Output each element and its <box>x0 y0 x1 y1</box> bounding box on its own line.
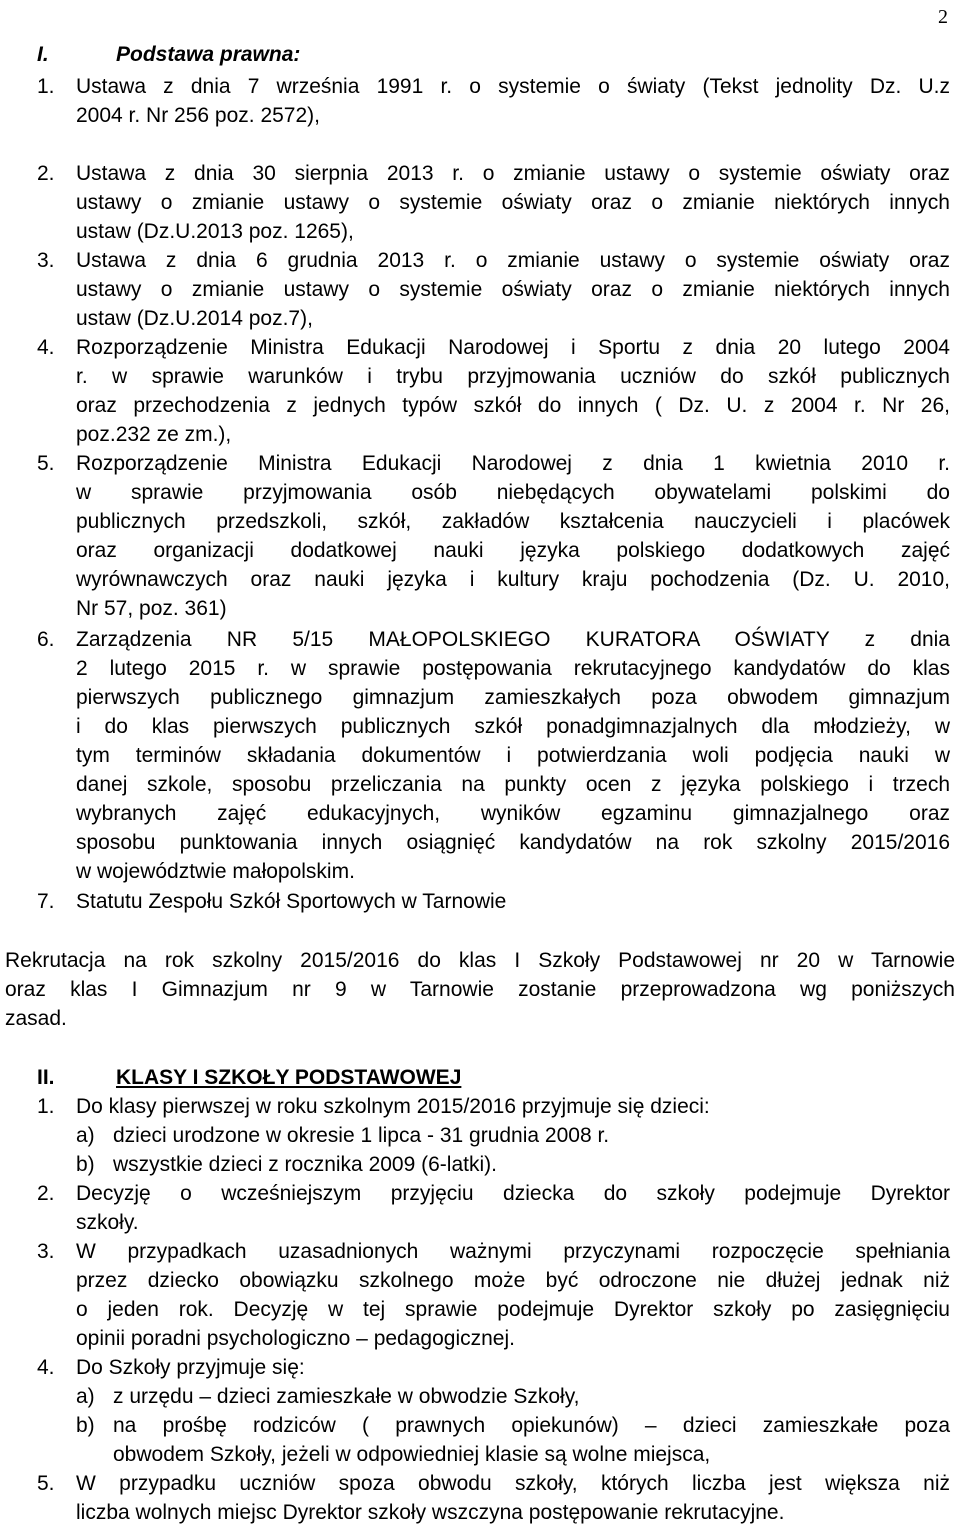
s1-item-line: wybranych zajęć edukacyjnych, wyników egzaminu gimnazjalnego oraz <box>76 802 950 825</box>
s2-sub-line: wszystkie dzieci z rocznika 2009 (6-latki). <box>113 1153 497 1176</box>
s1-item-number: 7. <box>37 890 55 913</box>
s1-item-line: 2 lutego 2015 r. w sprawie postępowania rekrutacyjnego kandydatów do klas <box>76 657 950 680</box>
s1-item-line: Ustawa z dnia 30 sierpnia 2013 r. o zmianie ustawy o systemie oświaty oraz <box>76 162 950 185</box>
s1-item-line: Statutu Zespołu Szkół Sportowych w Tarnowie <box>76 890 507 913</box>
s2-sub-line: z urzędu – dzieci zamieszkałe w obwodzie Szkoły, <box>113 1385 580 1408</box>
s1-item-number: 3. <box>37 249 55 272</box>
s1-item-number: 6. <box>37 628 55 651</box>
intro-line: oraz klas I Gimnazjum nr 9 w Tarnowie zostanie przeprowadzona wg poniższych <box>5 978 955 1001</box>
s2-item-line: szkoły. <box>76 1211 139 1234</box>
s1-item-line: Ustawa z dnia 7 września 1991 r. o systemie o światy (Tekst jednolity Dz. U.z <box>76 75 950 98</box>
s1-item-line: w województwie małopolskim. <box>76 860 355 883</box>
s1-item-line: ustaw (Dz.U.2014 poz.7), <box>76 307 313 330</box>
s1-item-line: sposobu punktowania innych osiągnięć kandydatów na rok szkolny 2015/2016 <box>76 831 950 854</box>
s1-item-line: tym terminów składania dokumentów i potwierdzania woli podjęcia nauki w <box>76 744 950 767</box>
section-2-title: KLASY I SZKOŁY PODSTAWOWEJ <box>116 1066 462 1089</box>
s1-item-line: wyrównawczych oraz nauki języka i kultury kraju pochodzenia (Dz. U. 2010, <box>76 568 950 591</box>
s1-item-line: publicznych przedszkoli, szkół, zakładów kształcenia nauczycieli i placówek <box>76 510 950 533</box>
s2-item-number: 4. <box>37 1356 55 1379</box>
section-1-number: I. <box>37 43 49 66</box>
s2-sub-line: obwodem Szkoły, jeżeli w odpowiedniej klasie są wolne miejsca, <box>113 1443 711 1466</box>
s1-item-number: 4. <box>37 336 55 359</box>
s1-item-line: pierwszych publicznego gimnazjum zamieszkałych poza obwodem gimnazjum <box>76 686 950 709</box>
s2-item-line: liczba wolnych miejsc Dyrektor szkoły wszczyna postępowanie rekrutacyjne. <box>76 1501 785 1524</box>
s1-item-line: 2004 r. Nr 256 poz. 2572), <box>76 104 320 127</box>
intro-line: zasad. <box>5 1007 67 1030</box>
s1-item-line: danej szkole, sposobu przeliczania na punkty ocen z języka polskiego i trzech <box>76 773 950 796</box>
s2-item-line: W przypadku uczniów spoza obwodu szkoły, których liczba jest większa niż <box>76 1472 950 1495</box>
page-number: 2 <box>938 6 948 28</box>
s1-item-line: Ustawa z dnia 6 grudnia 2013 r. o zmianie ustawy o systemie oświaty oraz <box>76 249 950 272</box>
s1-item-line: oraz organizacji dodatkowej nauki języka polskiego dodatkowych zajęć <box>76 539 950 562</box>
s2-item-line: Do Szkoły przyjmuje się: <box>76 1356 305 1379</box>
s2-item-line: opinii poradni psychologiczno – pedagogicznej. <box>76 1327 515 1350</box>
s2-sub-line: na prośbę rodziców ( prawnych opiekunów) – dzieci zamieszkałe poza <box>113 1414 950 1437</box>
s1-item-line: ustawy o zmianie ustawy o systemie oświaty oraz o zmianie niektórych innych <box>76 191 950 214</box>
s1-item-line: oraz przechodzenia z jednych typów szkół do innych ( Dz. U. z 2004 r. Nr 26, <box>76 394 950 417</box>
s1-item-line: Zarządzenia NR 5/15 MAŁOPOLSKIEGO KURATORA OŚWIATY z dnia <box>76 628 950 651</box>
s2-sub-letter: a) <box>76 1124 95 1147</box>
intro-line: Rekrutacja na rok szkolny 2015/2016 do klas I Szkoły Podstawowej nr 20 w Tarnowie <box>5 949 955 972</box>
s1-item-line: Rozporządzenie Ministra Edukacji Narodowej i Sportu z dnia 20 lutego 2004 <box>76 336 950 359</box>
s1-item-line: Rozporządzenie Ministra Edukacji Narodowej z dnia 1 kwietnia 2010 r. <box>76 452 950 475</box>
s1-item-line: i do klas pierwszych publicznych szkół ponadgimnazjalnych dla młodzieży, w <box>76 715 950 738</box>
s2-item-line: Do klasy pierwszej w roku szkolnym 2015/2016 przyjmuje się dzieci: <box>76 1095 710 1118</box>
s2-sub-letter: b) <box>76 1414 95 1437</box>
s1-item-number: 2. <box>37 162 55 185</box>
s2-item-line: Decyzję o wcześniejszym przyjęciu dziecka do szkoły podejmuje Dyrektor <box>76 1182 950 1205</box>
s2-item-number: 3. <box>37 1240 55 1263</box>
s1-item-line: r. w sprawie warunków i trybu przyjmowania uczniów do szkół publicznych <box>76 365 950 388</box>
s2-item-number: 5. <box>37 1472 55 1495</box>
s1-item-line: poz.232 ze zm.), <box>76 423 232 446</box>
section-1-title: Podstawa prawna: <box>116 43 301 66</box>
s1-item-line: ustaw (Dz.U.2013 poz. 1265), <box>76 220 354 243</box>
s2-item-line: W przypadkach uzasadnionych ważnymi przyczynami rozpoczęcie spełniania <box>76 1240 950 1263</box>
s2-item-number: 2. <box>37 1182 55 1205</box>
s2-item-line: przez dziecko obowiązku szkolnego może być odroczone nie dłużej jednak niż <box>76 1269 950 1292</box>
s2-sub-letter: b) <box>76 1153 95 1176</box>
s1-item-line: w sprawie przyjmowania osób niebędących obywatelami polskimi do <box>76 481 950 504</box>
s1-item-line: Nr 57, poz. 361) <box>76 597 227 620</box>
s1-item-number: 5. <box>37 452 55 475</box>
section-2-number: II. <box>37 1066 55 1089</box>
s2-item-line: o jeden rok. Decyzję w tej sprawie podejmuje Dyrektor szkoły po zasięgnięciu <box>76 1298 950 1321</box>
s2-sub-line: dzieci urodzone w okresie 1 lipca - 31 grudnia 2008 r. <box>113 1124 610 1147</box>
s2-sub-letter: a) <box>76 1385 95 1408</box>
s2-item-number: 1. <box>37 1095 55 1118</box>
s1-item-number: 1. <box>37 75 55 98</box>
s1-item-line: ustawy o zmianie ustawy o systemie oświaty oraz o zmianie niektórych innych <box>76 278 950 301</box>
